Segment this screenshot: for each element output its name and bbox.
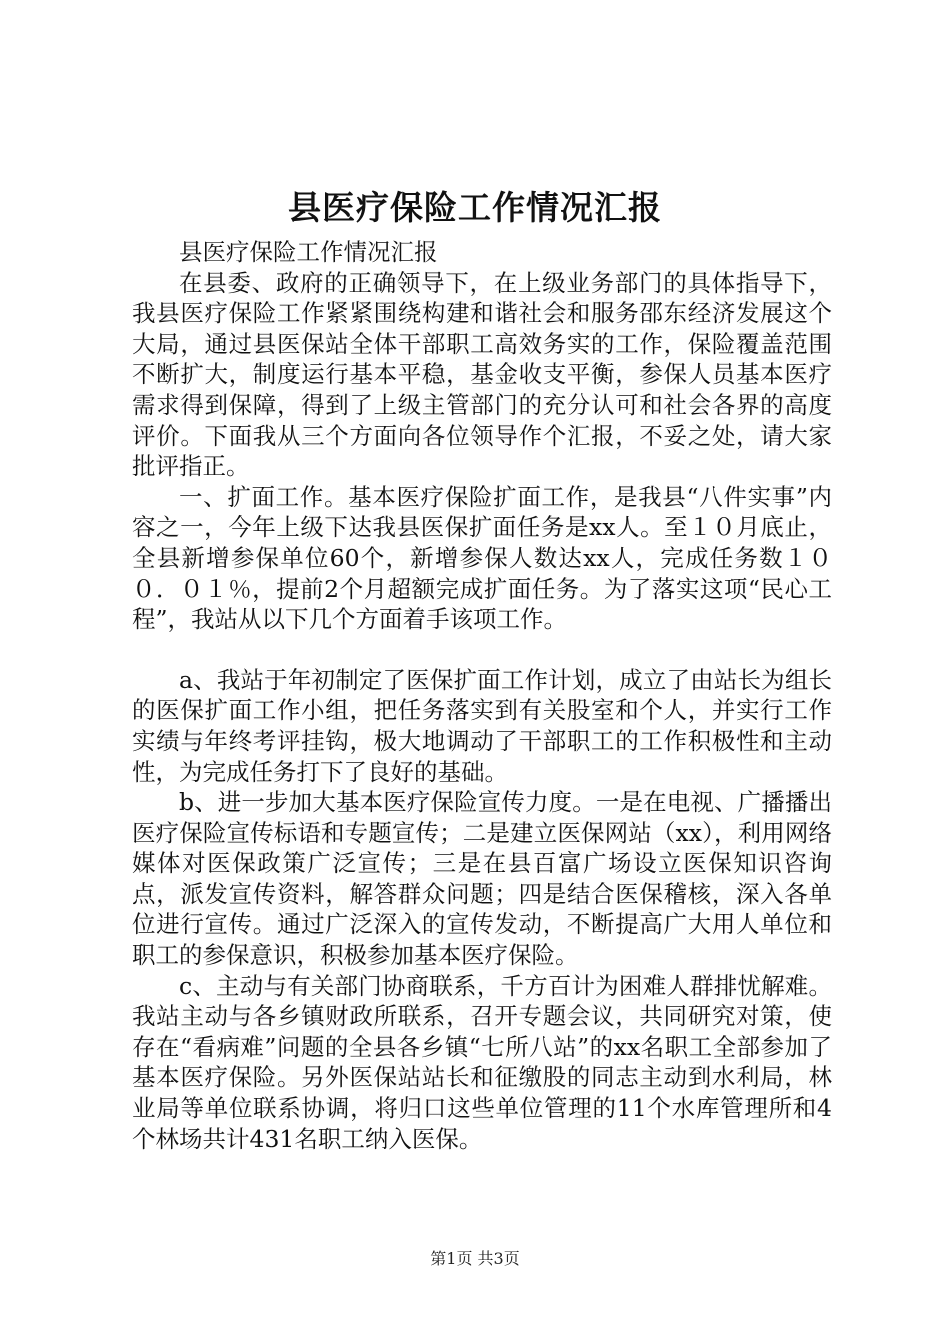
paragraph-subtitle: 县医疗保险工作情况汇报 bbox=[179, 238, 438, 266]
document-title: 县医疗保险工作情况汇报 bbox=[288, 188, 662, 227]
paragraph-section-one: 一、扩面工作。基本医疗保险扩面工作，是我县“八件实事”内容之一，今年上级下达我县医保扩面任务是xx人。至１０月底止，全县新增参保单位60个，新增参保人数达xx人，完成任务数１００．０１％，提前2个月超额完成扩面任务。为了落实这项“民心工程”，我站从以下几个方面着手该项工作。 bbox=[132, 482, 832, 634]
document-body bbox=[132, 237, 832, 1154]
page-number-footer: 第1页 共3页 bbox=[430, 1249, 520, 1268]
paragraph-item-a: a、我站于年初制定了医保扩面工作计划，成立了由站长为组长的医保扩面工作小组，把任务落实到有关股室和个人，并实行工作实绩与年终考评挂钩，极大地调动了干部职工的工作积极性和主动性，为完成任务打下了良好的基础。 bbox=[132, 665, 832, 786]
paragraph-item-c: c、主动与有关部门协商联系，千方百计为困难人群排忧解难。我站主动与各乡镇财政所联系，召开专题会议，共同研究对策，使存在“看病难”问题的全县各乡镇“七所八站”的xx名职工全部参加了基本医疗保险。另外医保站站长和征缴股的同志主动到水利局，林业局等单位联系协调，将归口这些单位管理的11个水库管理所和4个林场共计431名职工纳入医保。 bbox=[132, 971, 832, 1153]
paragraph-item-b: b、进一步加大基本医疗保险宣传力度。一是在电视、广播播出医疗保险宣传标语和专题宣传；二是建立医保网站（xx），利用网络媒体对医保政策广泛宣传；三是在县百富广场设立医保知识咨询点，派发宣传资料，解答群众问题；四是结合医保稽核，深入各单位进行宣传。通过广泛深入的宣传发动，不断提高广大用人单位和职工的参保意识，积极参加基本医疗保险。 bbox=[132, 788, 832, 970]
paragraph-intro: 在县委、政府的正确领导下，在上级业务部门的具体指导下，我县医疗保险工作紧紧围绕构建和谐社会和服务邵东经济发展这个大局，通过县医保站全体干部职工高效务实的工作，保险覆盖范围不断扩大，制度运行基本平稳，基金收支平衡，参保人员基本医疗需求得到保障，得到了上级主管部门的充分认可和社会各界的高度评价。下面我从三个方面向各位领导作个汇报，不妥之处，请大家批评指正。 bbox=[132, 268, 832, 481]
